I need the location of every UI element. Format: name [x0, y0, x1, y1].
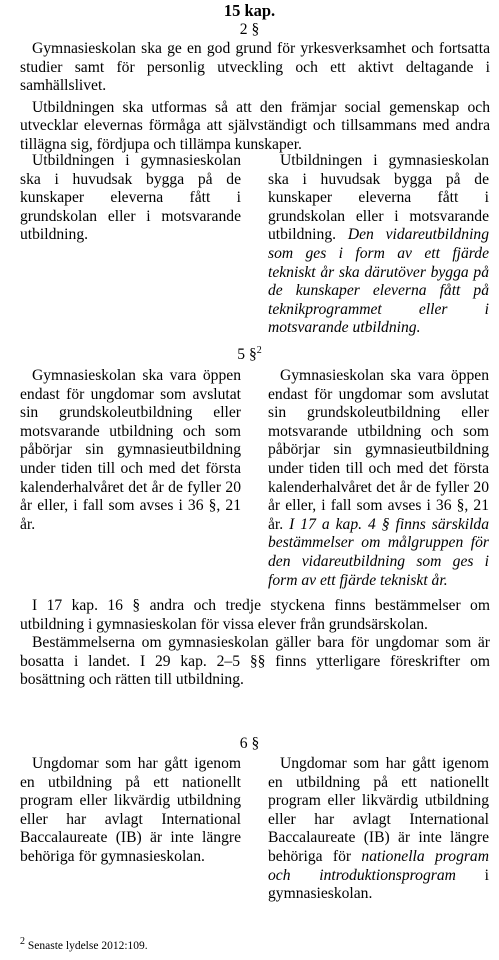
section-2-paragraph-1: Gymnasieskolan ska ge en god grund för yrkesverksamhet och fortsatta studier samt för personlig utveckling och ett aktivt deltagande i samhällslivet. — [20, 40, 490, 95]
section-6-amendment-italic: nationella program och introduktionsprogram — [268, 847, 489, 884]
section-2-amended-text — [268, 152, 489, 338]
section-5-right-paragraph: Gymnasieskolan ska vara öppen endast för ungdomar som avslutat sin grundskoleutbildning eller motsvarande utbildning och som påbörjar sin gymnasieutbildning under tiden till och med det första kalenderhalvåret det år de fyller 20 år eller, i fall som avses i 36 §, 21 år. I 17 a kap. 4 § finns särskilda bestämmelser om målgruppen för den vidareutbildning som ges i form av ett fjärde tekniskt år. — [268, 367, 489, 589]
section-5-heading: 5 §$^2$ — [237, 344, 262, 363]
footnote-reference: 2 — [256, 344, 262, 356]
section-5-amended-text — [268, 367, 489, 590]
section-5-left-paragraph: Gymnasieskolan ska vara öppen endast för ungdomar som avslutat sin grundskoleutbildning eller motsvarande utbildning och som påbörjar sin gymnasieutbildning under tiden till och med det första kalenderhalvåret det år de fyller 20 år eller, i fall som avses i 36 §, 21 år. — [20, 367, 241, 533]
chapter-heading: 15 kap. — [223, 1, 276, 20]
footnote — [20, 937, 148, 956]
section-2-current-text — [20, 152, 241, 245]
section-2-amendment-italic: Den vidareutbildning som ges i form av ett fjärde tekniskt år ska därutöver bygga på de kunskaper eleverna fått på teknikprogrammet eller i motsvarande utbildning. — [268, 226, 489, 337]
footnote-mark: 2 — [20, 936, 25, 948]
section-2-general — [20, 40, 490, 155]
section-5-general — [20, 597, 490, 690]
section-5-paragraph-1: I 17 kap. 16 § andra och tredje styckena finns bestämmelser om utbildning i gymnasieskolan för vissa elever från grundsärskolan. — [20, 597, 490, 633]
section-5-paragraph-2: Bestämmelserna om gymnasieskolan gäller bara för ungdomar som är bosatta i landet. I 29 kap. 2–5 §§ finns ytterligare föreskrifter om bosättning och rätten till utbildning. — [20, 634, 490, 689]
section-6-left-paragraph: Ungdomar som har gått igenom en utbildning på ett nationellt program eller likvärdig utbildning eller har avlagt International Baccalaureate (IB) är inte längre behöriga för gymnasieskolan. — [20, 755, 241, 865]
section-2-left-paragraph: Utbildningen i gymnasieskolan ska i huvudsak bygga på de kunskaper eleverna fått i grundskolan eller i motsvarande utbildning. — [20, 152, 241, 244]
section-5-current-text — [20, 367, 241, 534]
section-6-amended-text — [268, 755, 489, 904]
section-5-amendment-italic: I 17 a kap. 4 § finns särskilda bestämmelser om målgruppen för den vidareutbildning som ges i form av ett fjärde tekniskt år. — [268, 515, 489, 589]
section-2-paragraph-2: Utbildningen ska utformas så att den främjar social gemenskap och utvecklar elevernas förmåga att självständigt och tillsammans med andra tillägna sig, fördjupa och tillämpa kunskaper. — [20, 98, 490, 153]
section-6-right-paragraph: Ungdomar som har gått igenom en utbildning på ett nationellt program eller likvärdig utbildning eller har avlagt International Baccalaureate (IB) är inte längre behöriga för nationella program och introduktionsprogram i gymnasieskolan. — [268, 755, 489, 903]
section-2-right-paragraph: Utbildningen i gymnasieskolan ska i huvudsak bygga på de kunskaper eleverna fått i grundskolan eller i motsvarande utbildning. Den vidareutbildning som ges i form av ett fjärde tekniskt år ska därutöver bygga på de kunskaper eleverna fått på teknikprogrammet eller i motsvarande utbildning. — [268, 152, 489, 337]
section-6-heading: 6 § — [239, 735, 260, 752]
section-2-heading: 2 § — [239, 21, 260, 38]
section-6-current-text — [20, 755, 241, 867]
footnote-text: Senaste lydelse 2012:109. — [27, 940, 148, 952]
